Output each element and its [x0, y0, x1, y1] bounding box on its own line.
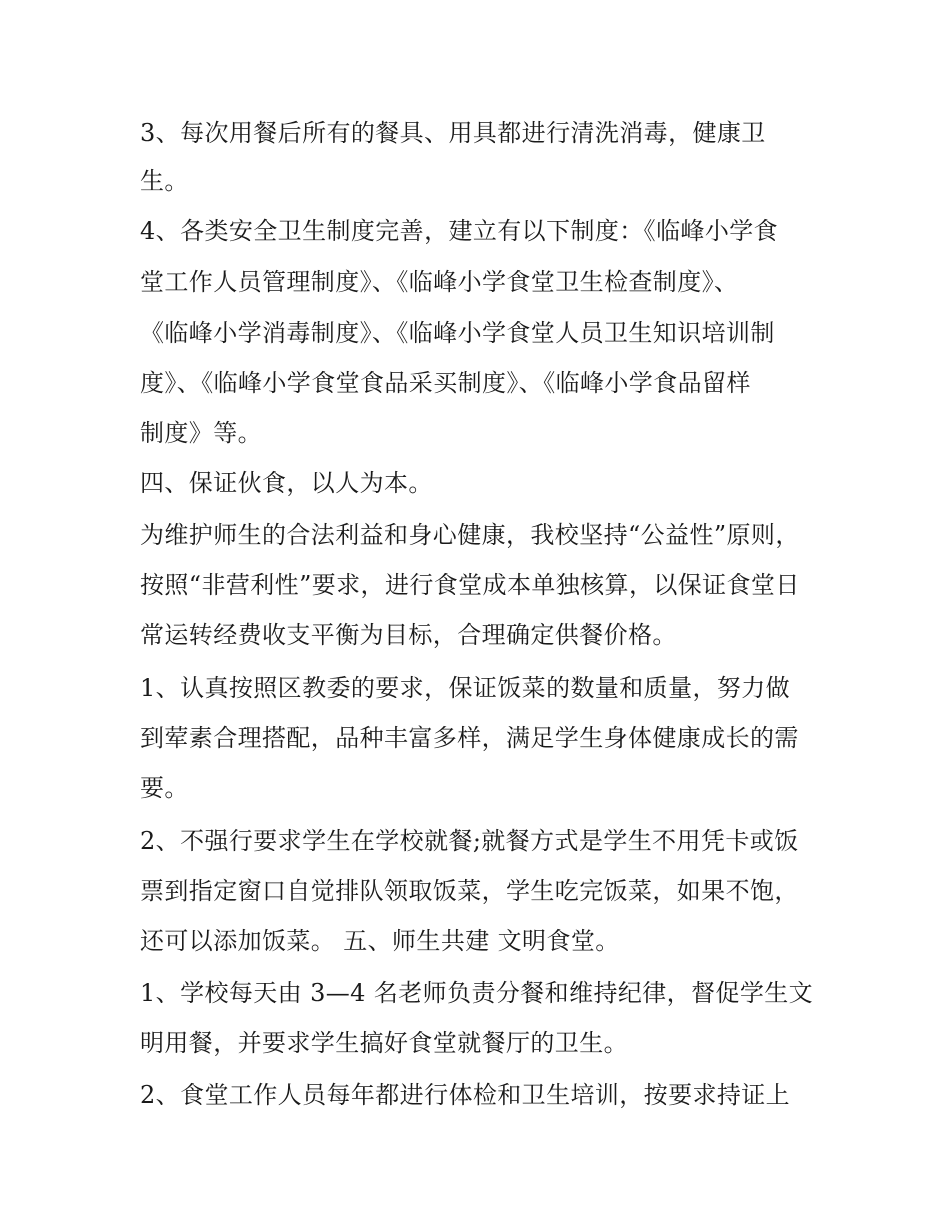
text-line: 度》、《临峰小学食堂食品采买制度》、《临峰小学食品留样 — [140, 369, 751, 397]
text-line: 要。 — [140, 774, 189, 802]
text-line: 还可以添加饭菜。 五、师生共建 文明食堂。 — [140, 927, 620, 955]
text-line: 到荤素合理搭配，品种丰富多样，满足学生身体健康成长的需 — [140, 724, 799, 752]
text-line: 3、每次用餐后所有的餐具、用具都进行清洗消毒，健康卫 — [140, 119, 766, 147]
text-line: 按照“非营利性”要求，进行食堂成本单独核算，以保证食堂日 — [140, 571, 800, 599]
text-line: 4、各类安全卫生制度完善，建立有以下制度：《临峰小学食 — [140, 217, 779, 245]
text-line: 明用餐，并要求学生搞好食堂就餐厅的卫生。 — [140, 1029, 628, 1057]
text-line: 《临峰小学消毒制度》、《临峰小学食堂人员卫生知识培训制 — [140, 319, 775, 347]
section-heading: 四、保证伙食，以人为本。 — [140, 469, 433, 497]
text-line: 1、认真按照区教委的要求，保证饭菜的数量和质量，努力做 — [140, 674, 791, 702]
text-line: 堂工作人员管理制度》、《临峰小学食堂卫生检查制度》、 — [140, 268, 739, 296]
text-line: 生。 — [140, 167, 189, 195]
text-line: 常运转经费收支平衡为目标，合理确定供餐价格。 — [140, 621, 677, 649]
text-line: 2、不强行要求学生在学校就餐;就餐方式是学生不用凭卡或饭 — [140, 827, 799, 855]
text-line: 票到指定窗口自觉排队领取饭菜，学生吃完饭菜，如果不饱， — [140, 877, 799, 905]
text-line: 2、食堂工作人员每年都进行体检和卫生培训，按要求持证上 — [140, 1081, 791, 1109]
text-line: 制度》等。 — [140, 419, 262, 447]
text-line: 为维护师生的合法利益和身心健康，我校坚持“公益性”原则， — [140, 521, 800, 549]
text-line: 1、学校每天由 3—4 名老师负责分餐和维持纪律，督促学生文 — [140, 979, 814, 1007]
